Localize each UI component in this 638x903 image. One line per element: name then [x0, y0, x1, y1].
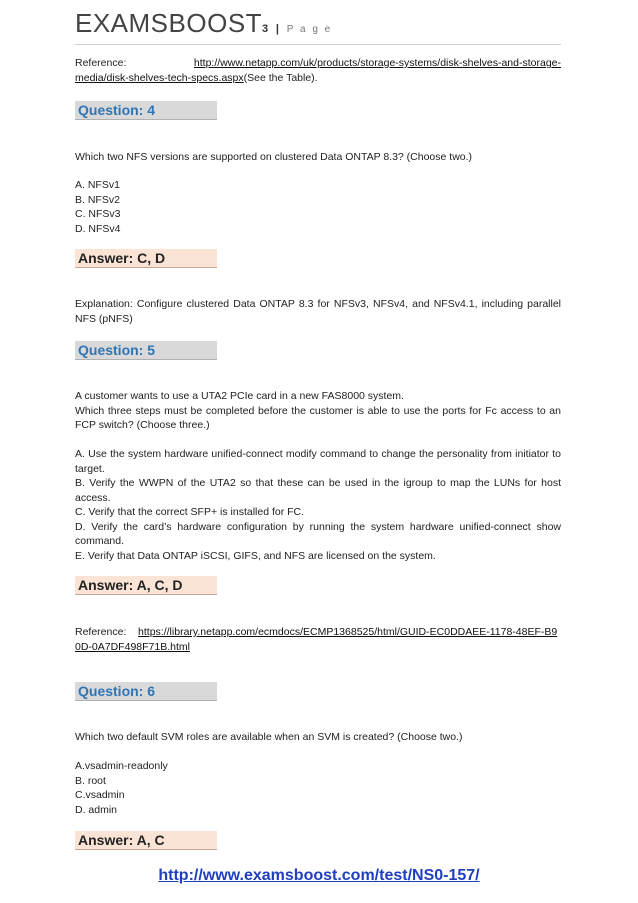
option: A.vsadmin-readonly — [75, 760, 168, 772]
reference-label: Reference: — [75, 57, 127, 69]
option: C.vsadmin — [75, 789, 125, 801]
reference-suffix: (See the Table). — [243, 71, 318, 84]
question-5-line2: Which three steps must be completed before the customer is able to use the ports for Fc access to an FCP switch? (Choose three.) — [75, 404, 561, 431]
option: C. NFSv3 — [75, 208, 121, 220]
reference-link-part2[interactable]: media/disk-shelves-tech-specs.aspx — [75, 71, 244, 84]
footer-link[interactable]: http://www.examsboost.com/test/NS0-157/ — [158, 867, 480, 884]
page-separator: | — [275, 23, 279, 35]
question-4-heading: Question: 4 — [75, 101, 217, 120]
option: D. NFSv4 — [75, 222, 121, 235]
question-5-heading: Question: 5 — [75, 341, 217, 360]
page-header — [75, 8, 332, 39]
question-5-line1: A customer wants to use a UTA2 PCIe card in a new FAS8000 system. — [75, 390, 404, 402]
reference-block-1 — [75, 56, 561, 85]
reference-link-part1[interactable]: http://www.netapp.com/uk/products/storage-systems/disk-shelves-and-storage- — [193, 57, 561, 69]
question-5-options — [75, 447, 561, 563]
reference-label: Reference: — [75, 626, 127, 638]
header-divider — [75, 44, 561, 45]
answer-5-heading: Answer: A, C, D — [75, 576, 217, 595]
option: B. root — [75, 774, 106, 787]
reference-block-2 — [75, 625, 561, 654]
option: E. Verify that Data ONTAP iSCSI, GIFS, and NFS are licensed on the system. — [75, 549, 436, 562]
option: B. NFSv2 — [75, 193, 120, 206]
question-4-text: Which two NFS versions are supported on clustered Data ONTAP 8.3? (Choose two.) — [75, 151, 473, 163]
question-6-text: Which two default SVM roles are available when an SVM is created? (Choose two.) — [75, 731, 463, 743]
option: A. Use the system hardware unified-connect modify command to change the personality from initiator to target. — [75, 448, 561, 475]
question-6-heading: Question: 6 — [75, 682, 217, 701]
explanation-4: Explanation: Configure clustered Data ONTAP 8.3 for NFSv3, NFSv4, and NFSv4.1, including parallel NFS (pNFS) — [75, 298, 561, 325]
brand-name: EXAMSBOOST — [75, 8, 263, 38]
option: D. admin — [75, 803, 118, 816]
answer-4-heading: Answer: C, D — [75, 249, 217, 268]
question-4-options — [75, 178, 561, 236]
option: D. Verify the card’s hardware configuration by running the system hardware unified-connect show command. — [75, 520, 561, 547]
page-word: P a g e — [286, 24, 333, 35]
option: C. Verify that the correct SFP+ is installed for FC. — [75, 506, 305, 518]
question-6-options — [75, 759, 561, 817]
option: B. Verify the WWPN of the UTA2 so that these can be used in the igroup to map the LUNs for host access. — [75, 477, 561, 504]
reference-link[interactable]: https://library.netapp.com/ecmdocs/ECMP1368525/html/GUID-EC0DDAEE-1178-48EF-B90D-0A7DF498F71B.html — [75, 626, 558, 653]
question-5-text — [75, 389, 561, 433]
answer-6-heading: Answer: A, C — [75, 831, 217, 850]
page-number: 3 — [262, 23, 269, 35]
option: A. NFSv1 — [75, 179, 120, 191]
